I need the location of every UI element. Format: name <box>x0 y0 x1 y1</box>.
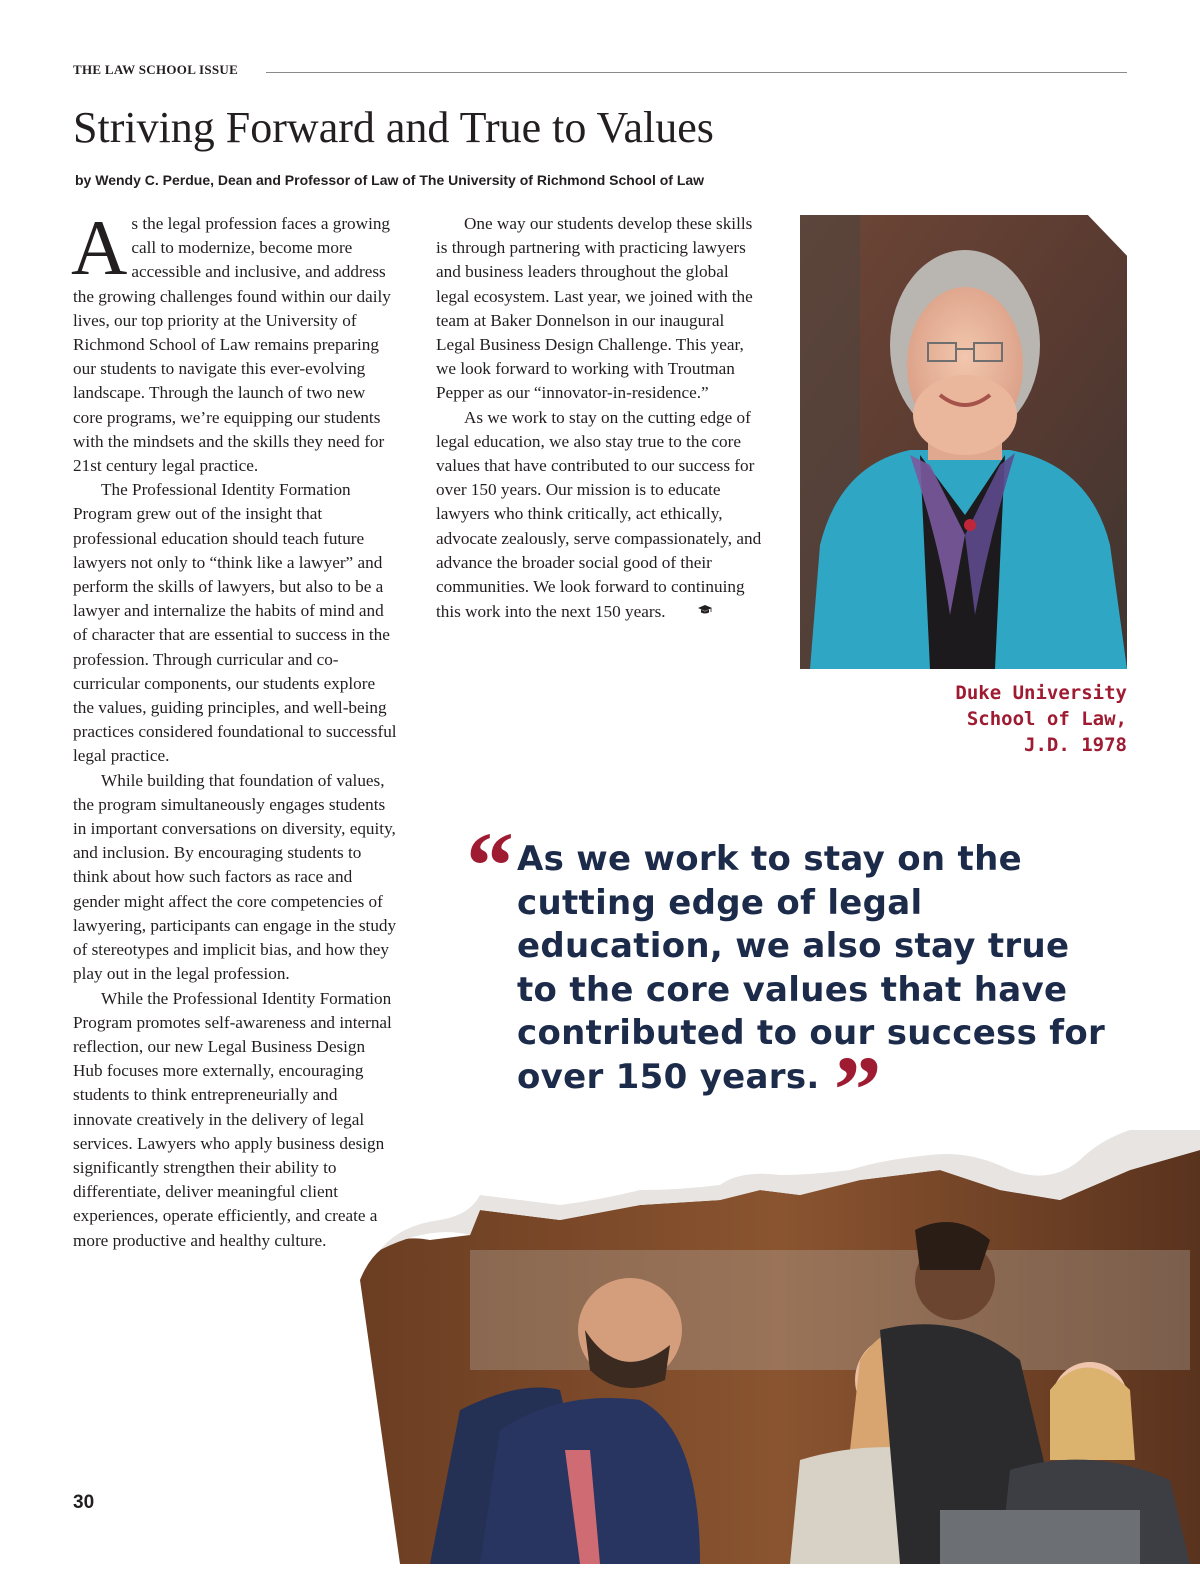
article-byline: by Wendy C. Perdue, Dean and Professor of Law of The University of Richmond School of Law <box>75 172 705 188</box>
caption-line-1: Duke University <box>955 682 1127 704</box>
paragraph-4: While the Professional Identity Formation Program promotes self-awareness and internal reflection, our new Legal Business Design Hub focuses more externally, encouraging students to think entrepreneurially and innovate creatively in the delivery of legal services. Lawyers who apply business design significantly strengthen their ability to differentiate, deliver meaningful client experiences, operate efficiently, and create a more productive and healthy culture. <box>73 988 392 1250</box>
article-column-1 <box>71 204 398 1253</box>
caption-line-2: School of Law, <box>966 708 1127 730</box>
graduation-cap-icon <box>670 599 712 623</box>
drop-cap: A <box>71 204 128 291</box>
paragraph-6 <box>436 406 766 625</box>
paragraph-1 <box>71 204 398 478</box>
article-title: Striving Forward and True to Values <box>73 103 714 152</box>
paragraph-2: The Professional Identity Formation Program grew out of the insight that professional education should teach future lawyers not only to “think like a lawyer” and perform the skills of lawyers, but also to be a lawyer and internalize the habits of mind and of character that are essential to success in the profession. Through curricular and co-curricular components, our students explore the values, guiding principles, and well-being practices considered foundational to successful legal practice. <box>73 480 397 766</box>
article-column-2 <box>436 212 766 624</box>
students-group-photo <box>0 1130 1200 1564</box>
portrait-caption <box>955 680 1127 758</box>
pull-quote-text-block: As we work to stay on the cutting edge of legal education, we also stay true to the core values that have contributed to our success for over 150 years. ” <box>517 839 1106 1143</box>
open-quote-mark: “ <box>466 812 514 919</box>
header-rule <box>266 72 1127 73</box>
section-label: THE LAW SCHOOL ISSUE <box>73 62 239 77</box>
paragraph-5: One way our students develop these skills is through partnering with practicing lawyers and business leaders throughout the global legal ecosystem. Last year, we joined with the team at Baker Donnelson in our inaugural Legal Business Design Challenge. This year, we look forward to working with Troutman Pepper as our “innovator-in-residence.” <box>436 214 753 403</box>
dean-portrait-photo <box>800 215 1127 669</box>
pull-quote-text: As we work to stay on the cutting edge of legal education, we also stay true to the core values that have contributed to our success for over 150 years. <box>517 839 1106 1097</box>
page-number: 30 <box>73 1492 95 1513</box>
paragraph-3: While building that foundation of values, the program simultaneously engages students in important conversations on diversity, equity, and inclusion. By encouraging students to think about how such factors as race and gender might affect the core competencies of lawyering, participants can engage in the study of stereotypes and implicit bias, and how they play out in the legal profession. <box>73 770 397 984</box>
paragraph-1-text: s the legal profession faces a growing call to modernize, become more accessible and inclusive, and address the growing challenges found within our daily lives, our top priority at the University of Richmond School of Law remains preparing our students to navigate this ever-evolving landscape. Through the launch of two new core programs, we’re equipping our students with the mindsets and the skills they need for 21st century legal practice. <box>73 214 391 476</box>
paragraph-6-text: As we work to stay on the cutting edge of legal education, we also stay true to the core values that have contributed to our success for over 150 years. Our mission is to educate lawyers who think critically, act ethically, advocate zealously, serve compassionately, and advance the broader social good of their communities. We look forward to continuing this work into the next 150 years. <box>436 407 762 622</box>
caption-line-3: J.D. 1978 <box>1024 734 1127 756</box>
